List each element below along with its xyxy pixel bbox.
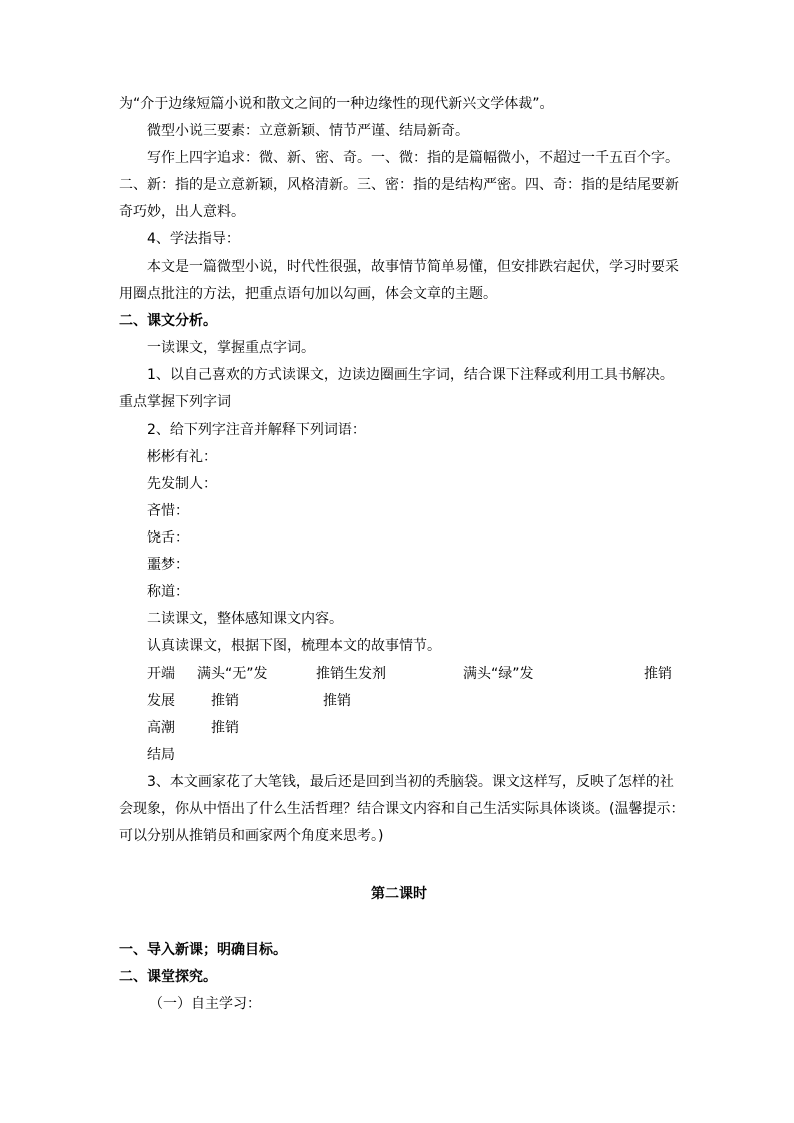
paragraph-line: [119, 94, 679, 114]
paragraph-line: 可以分别从推销员和画家两个角度来思考。): [119, 828, 384, 844]
paragraph-line: 本文是一篇微型小说，时代性很强，故事情节简单易懂，但安排跌宕起伏，学习时要采: [147, 259, 679, 275]
paragraph-line: 微型小说三要素：立意新颖、情节严谨、结局新奇。: [147, 123, 469, 139]
vocab-item: 称道：: [147, 584, 189, 600]
paragraph-line: 写作上四字追求：微、新、密、奇。一、微：指的是篇幅微小，不超过一千五百个字。: [147, 150, 679, 166]
paragraph-line: 二读课文，整体感知课文内容。: [147, 611, 343, 627]
subsection-heading: （一）自主学习：: [149, 996, 261, 1012]
paragraph-line: 重点掌握下列字词: [119, 394, 231, 410]
paragraph-line: 用圈点批注的方法，把重点语句加以勾画，体会文章的主题。: [119, 286, 497, 302]
paragraph-line: 一读课文，掌握重点字词。: [147, 340, 315, 356]
vocab-item: 先发制人：: [147, 476, 217, 492]
paragraph-line: 2、给下列字注音并解释下列词语：: [147, 422, 366, 438]
plot-cell: 满头“无”发: [197, 666, 268, 682]
vocab-item: 吝惜：: [147, 503, 189, 519]
vocab-item: 饶舌：: [147, 530, 189, 546]
text-span: 为“介于边缘短篇小说和散文之间的一种边缘性的现代新兴文学体裁”。: [119, 96, 554, 112]
paragraph-line: 3、本文画家花了大笔钱，最后还是回到当初的秃脑袋。课文这样写，反映了怎样的社: [147, 774, 674, 790]
paragraph-line: 会现象，你从中悟出了什么生活哲理？结合课文内容和自己生活实际具体谈谈。(温馨提示：: [119, 801, 685, 817]
paragraph-line: 4、学法指导：: [147, 231, 240, 247]
paragraph-line: 认真读课文，根据下图，梳理本文的故事情节。: [147, 638, 441, 654]
paragraph-line: 二、新：指的是立意新颖，风格清新。三、密：指的是结构严密。四、奇：指的是结尾要新: [119, 177, 679, 193]
plot-label-ending: 结局: [147, 747, 175, 763]
plot-cell: 推销: [211, 693, 239, 709]
paragraph-line: 1、以自己喜欢的方式读课文，边读边圈画生字词，结合课下注释或利用工具书解决。: [147, 367, 674, 383]
plot-cell: 满头“绿”发: [463, 666, 534, 682]
vocab-item: 彬彬有礼：: [147, 449, 217, 465]
plot-cell: 推销生发剂: [316, 666, 386, 682]
section-heading: 二、课文分析。: [119, 313, 217, 329]
plot-label-beginning: 开端: [147, 666, 175, 682]
paragraph-line: 奇巧妙，出人意料。: [119, 204, 245, 220]
plot-label-climax: 高潮: [147, 720, 175, 736]
lesson-title: 第二课时: [371, 886, 427, 902]
plot-label-development: 发展: [147, 693, 175, 709]
vocab-item: 噩梦：: [147, 557, 189, 573]
plot-cell: 推销: [644, 666, 672, 682]
plot-cell: 推销: [323, 693, 351, 709]
plot-cell: 推销: [211, 720, 239, 736]
section-heading: 一、导入新课；明确目标。: [119, 942, 287, 958]
section-heading: 二、课堂探究。: [119, 969, 217, 985]
